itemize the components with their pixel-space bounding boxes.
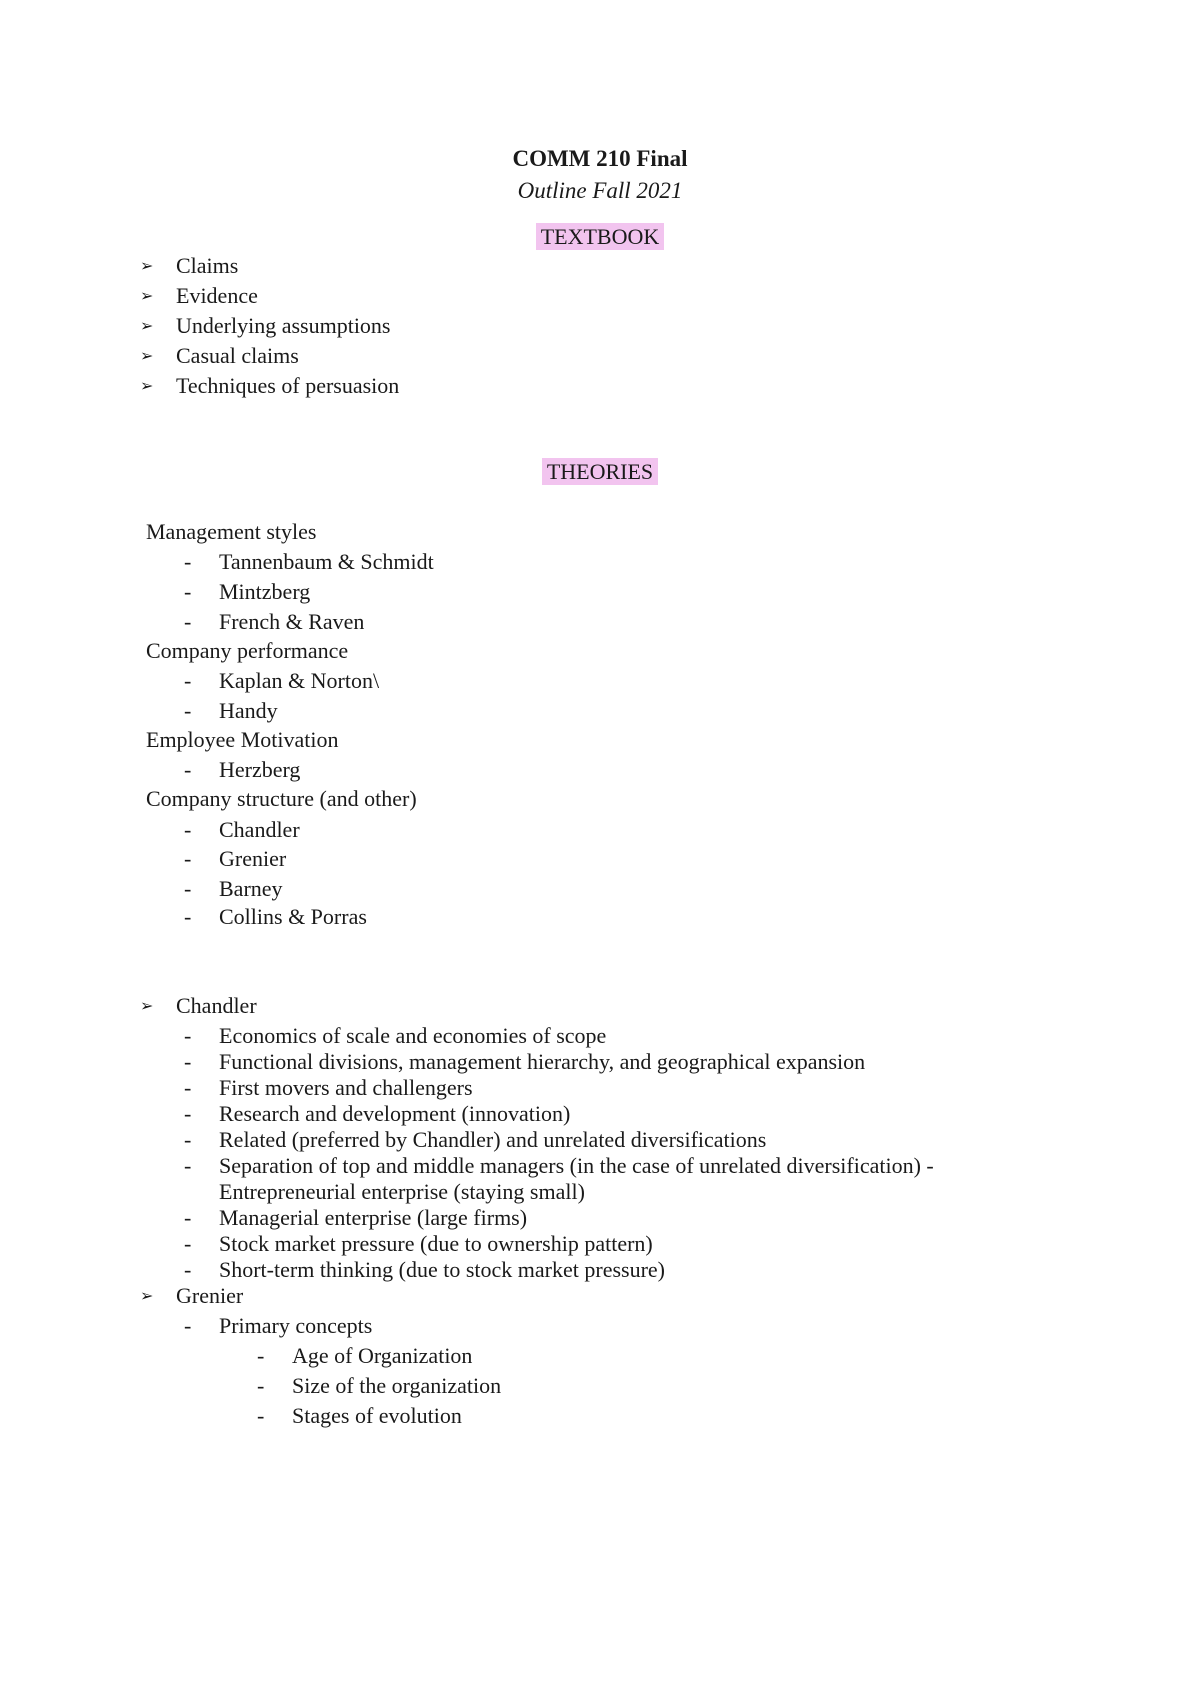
list-item-text: Economics of scale and economies of scope xyxy=(219,1023,607,1048)
dash-bullet: - xyxy=(184,549,192,574)
list-item-text: Separation of top and middle managers (in the case of unrelated diversification) - xyxy=(219,1153,934,1178)
list-item-text: Chandler xyxy=(219,817,300,842)
dash-bullet: - xyxy=(184,757,192,782)
list-item-text: French & Raven xyxy=(219,609,365,634)
list-item-text: Kaplan & Norton\ xyxy=(219,668,380,693)
list-item-text: First movers and challengers xyxy=(219,1075,473,1100)
list-item-text: Age of Organization xyxy=(292,1343,473,1368)
list-item-text: Managerial enterprise (large firms) xyxy=(219,1205,528,1230)
list-item-text: Related (preferred by Chandler) and unrelated diversifications xyxy=(219,1127,767,1152)
list-item-text: Evidence xyxy=(176,283,258,308)
list-item-text: Herzberg xyxy=(219,757,301,782)
dash-bullet: - xyxy=(184,1127,192,1152)
detail-label: Chandler xyxy=(176,993,257,1018)
arrow-bullet-icon: ➢ xyxy=(140,996,154,1015)
list-item-text: Primary concepts xyxy=(219,1313,373,1338)
dash-bullet: - xyxy=(257,1343,265,1368)
dash-bullet: - xyxy=(257,1403,265,1428)
document-subtitle: Outline Fall 2021 xyxy=(517,178,683,203)
dash-bullet: - xyxy=(257,1373,265,1398)
dash-bullet: - xyxy=(184,609,192,634)
arrow-bullet-icon: ➢ xyxy=(140,1286,154,1305)
list-item-text: Size of the organization xyxy=(292,1373,502,1398)
dash-bullet: - xyxy=(184,1257,192,1282)
heading-text: THEORIES xyxy=(542,458,658,485)
arrow-bullet-icon: ➢ xyxy=(140,346,154,365)
dash-bullet: - xyxy=(184,846,192,871)
list-item-text: Tannenbaum & Schmidt xyxy=(219,549,434,574)
list-item-text: Techniques of persuasion xyxy=(176,373,400,398)
list-item-text: Barney xyxy=(219,876,283,901)
section-heading-theories xyxy=(0,457,1200,487)
dash-bullet: - xyxy=(184,1231,192,1256)
dash-bullet: - xyxy=(184,817,192,842)
list-item-text: Casual claims xyxy=(176,343,299,368)
list-item-text: Mintzberg xyxy=(219,579,311,604)
dash-bullet: - xyxy=(184,1153,192,1178)
list-item-text: Underlying assumptions xyxy=(176,313,391,338)
list-item-text: Short-term thinking (due to stock market pressure) xyxy=(219,1257,666,1282)
group-label: Company performance xyxy=(146,638,349,663)
dash-bullet: - xyxy=(184,876,192,901)
document-title: COMM 210 Final xyxy=(512,146,688,171)
list-item-text: Entrepreneurial enterprise (staying small) xyxy=(219,1179,585,1204)
list-item-text: Functional divisions, management hierarchy, and geographical expansion xyxy=(219,1049,866,1074)
group-label: Company structure (and other) xyxy=(146,786,417,811)
dash-bullet: - xyxy=(184,1049,192,1074)
arrow-bullet-icon: ➢ xyxy=(140,376,154,395)
list-item-text: Stock market pressure (due to ownership pattern) xyxy=(219,1231,653,1256)
heading-text: TEXTBOOK xyxy=(536,223,665,250)
dash-bullet: - xyxy=(184,1313,192,1338)
list-item-text: Claims xyxy=(176,253,239,278)
arrow-bullet-icon: ➢ xyxy=(140,316,154,335)
dash-bullet: - xyxy=(184,1023,192,1048)
dash-bullet: - xyxy=(184,1101,192,1126)
dash-bullet: - xyxy=(184,904,192,929)
detail-label: Grenier xyxy=(176,1283,244,1308)
list-item-text: Handy xyxy=(219,698,278,723)
dash-bullet: - xyxy=(184,1075,192,1100)
list-item-text: Grenier xyxy=(219,846,287,871)
arrow-bullet-icon: ➢ xyxy=(140,286,154,305)
group-label: Management styles xyxy=(146,519,317,544)
dash-bullet: - xyxy=(184,1205,192,1230)
dash-bullet: - xyxy=(184,668,192,693)
dash-bullet: - xyxy=(184,579,192,604)
list-item-text: Research and development (innovation) xyxy=(219,1101,571,1126)
list-item-text: Stages of evolution xyxy=(292,1403,462,1428)
dash-bullet: - xyxy=(184,698,192,723)
section-heading-textbook xyxy=(0,222,1200,252)
arrow-bullet-icon: ➢ xyxy=(140,256,154,275)
list-item-text: Collins & Porras xyxy=(219,904,367,929)
group-label: Employee Motivation xyxy=(146,727,339,752)
